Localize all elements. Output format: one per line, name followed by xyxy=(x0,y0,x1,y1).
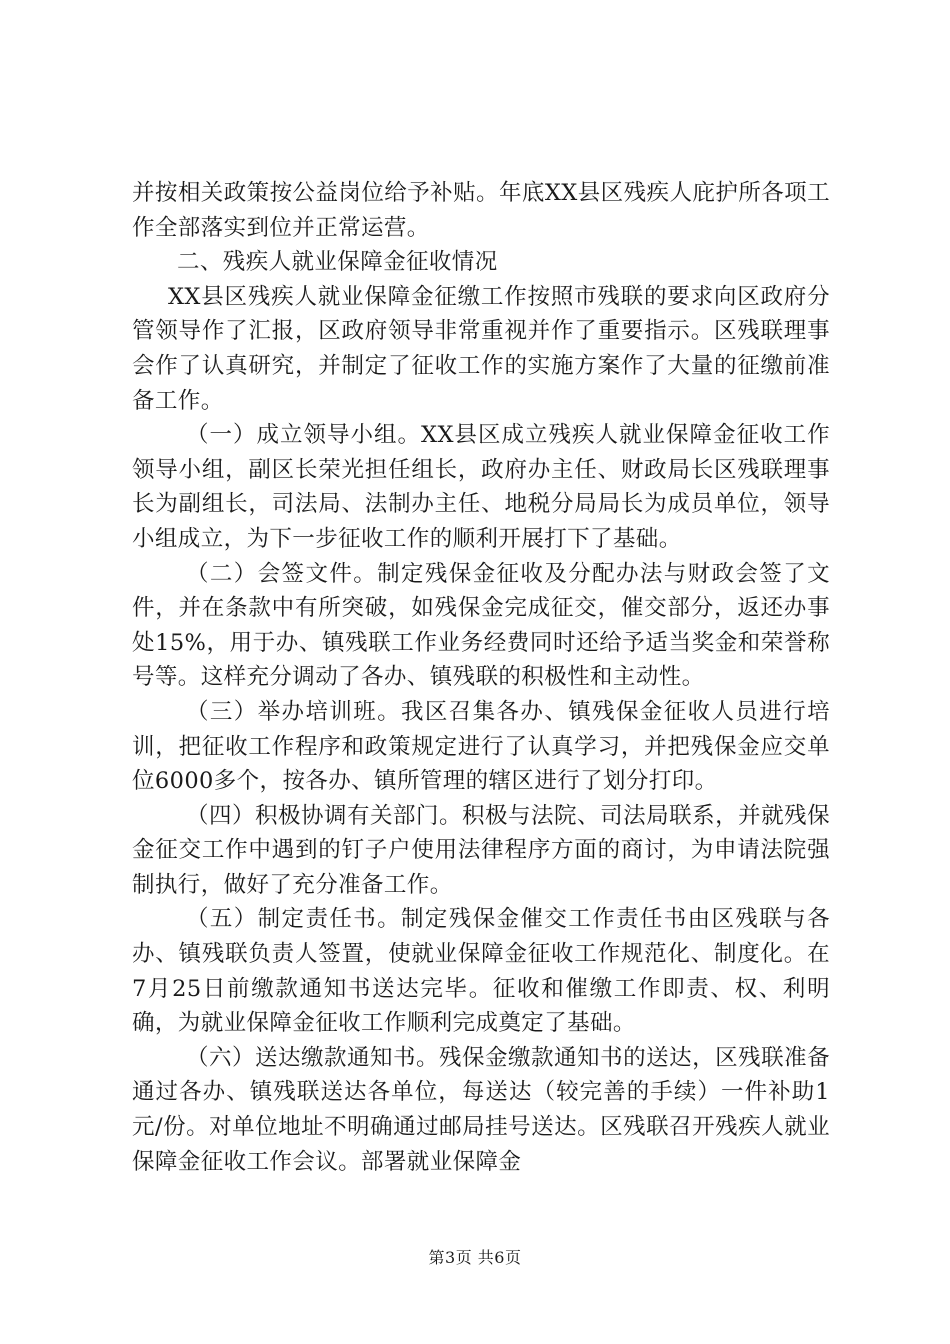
paragraph-item-3: （三）举办培训班。我区召集各办、镇残保金征收人员进行培训，把征收工作程序和政策规定进行了认真学习，并把残保金应交单位6000多个，按各办、镇所管理的辖区进行了划分打印。 xyxy=(132,698,830,795)
paragraph-item-2: （二）会签文件。制定残保金征收及分配办法与财政会签了文件，并在条款中有所突破，如残保金完成征交，催交部分，返还办事处15%，用于办、镇残联工作业务经费同时还给予适当奖金和荣誉称号等。这样充分调动了各办、镇残联的积极性和主动性。 xyxy=(132,560,830,691)
paragraph-continuation: 并按相关政策按公益岗位给予补贴。年底XX县区残疾人庇护所各项工作全部落实到位并正常运营。 xyxy=(132,180,830,241)
document-body xyxy=(132,176,830,1179)
paragraph-item-4: （四）积极协调有关部门。积极与法院、司法局联系，并就残保金征交工作中遇到的钉子户使用法律程序方面的商讨，为申请法院强制执行，做好了充分准备工作。 xyxy=(132,802,830,898)
paragraph-intro: XX县区残疾人就业保障金征缴工作按照市残联的要求向区政府分管领导作了汇报，区政府领导非常重视并作了重要指示。区残联理事会作了认真研究，并制定了征收工作的实施方案作了大量的征缴前准备工作。 xyxy=(132,283,830,414)
page-number-footer: 第3页 共6页 xyxy=(428,1248,522,1267)
paragraph-item-5: （五）制定责任书。制定残保金催交工作责任书由区残联与各办、镇残联负责人签置，使就业保障金征收工作规范化、制度化。在7月25日前缴款通知书送达完毕。征收和催缴工作即责、权、利明确，为就业保障金征收工作顺利完成奠定了基础。 xyxy=(132,906,830,1037)
paragraph-item-6: （六）送达缴款通知书。残保金缴款通知书的送达，区残联准备通过各办、镇残联送达各单位，每送达（较完善的手续）一件补助1元/份。对单位地址不明确通过邮局挂号送达。区残联召开残疾人就业保障金征收工作会议。部署就业保障金 xyxy=(132,1044,830,1175)
section-heading: 二、残疾人就业保障金征收情况 xyxy=(177,249,498,276)
paragraph-item-1: （一）成立领导小组。XX县区成立残疾人就业保障金征收工作领导小组，副区长荣光担任组长，政府办主任、财政局长区残联理事长为副组长，司法局、法制办主任、地税分局局长为成员单位，领导小组成立，为下一步征收工作的顺利开展打下了基础。 xyxy=(132,422,830,552)
